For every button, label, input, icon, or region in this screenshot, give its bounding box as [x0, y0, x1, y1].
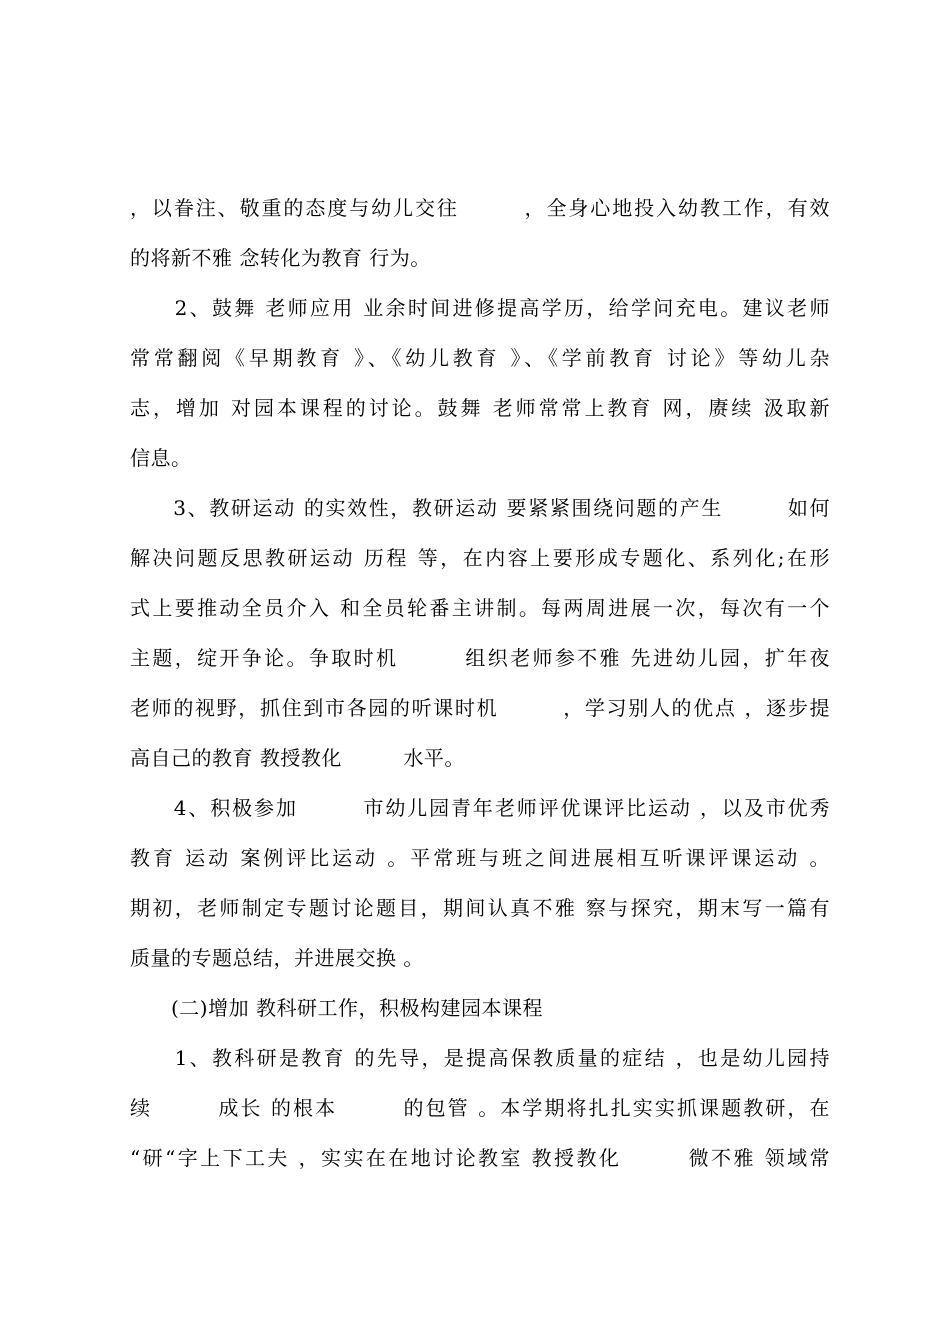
text-line: 的将新不雅 念转化为教育 行为。	[130, 246, 431, 270]
text-line: 高自己的教育 教授教化 水平。	[130, 746, 465, 770]
text-line: 常常翻阅《早期教育 》、《幼儿教育 》、《学前教育 讨论》等幼儿杂	[130, 346, 830, 370]
section-heading: (二)增加 教科研工作，积极构建园本课程	[130, 996, 543, 1020]
text-line: 志，增加 对园本课程的讨论。鼓舞 老师常常上教育 网，赓续 汲取新	[130, 396, 830, 420]
text-line: 老师的视野，抓住到市各园的听课时机 ，学习别人的优点 ，逐步提	[130, 696, 830, 720]
text-line: 4、积极参加 市幼儿园青年老师评优课评比运动 ，以及市优秀	[130, 796, 830, 820]
text-line: 解决问题反思教研运动 历程 等，在内容上要形成专题化、系列化;在形	[130, 546, 830, 570]
text-line: 续 成长 的根本 的包管 。本学期将扎扎实实抓课题教研，在	[130, 1096, 830, 1120]
text-line: 信息。	[130, 446, 192, 470]
text-line: “研“字上下工夫 ，实实在在地讨论教室 教授教化 微不雅 领域常	[130, 1146, 830, 1170]
text-line: 式上要推动全员介入 和全员轮番主讲制。每两周进展一次，每次有一个	[130, 596, 830, 620]
text-line: ，以眷注、敬重的态度与幼儿交往 ，全身心地投入幼教工作，有效	[130, 196, 830, 220]
text-line: 期初，老师制定专题讨论题目，期间认真不雅 察与探究，期末写一篇有	[130, 896, 830, 920]
text-line: 3、教研运动 的实效性，教研运动 要紧紧围绕问题的产生 如何	[130, 496, 830, 520]
text-line: 教育 运动 案例评比运动 。平常班与班之间进展相互听课评课运动 。	[130, 846, 830, 870]
text-line: 质量的专题总结，并进展交换 。	[130, 946, 424, 970]
text-line: 2、鼓舞 老师应用 业余时间进修提高学历，给学问充电。建议老师	[130, 296, 830, 320]
text-line: 主题，绽开争论。争取时机 组织老师参不雅 先进幼儿园，扩年夜	[130, 646, 830, 670]
text-line: 1、教科研是教育 的先导，是提高保教质量的症结 ，也是幼儿园持	[130, 1046, 830, 1070]
